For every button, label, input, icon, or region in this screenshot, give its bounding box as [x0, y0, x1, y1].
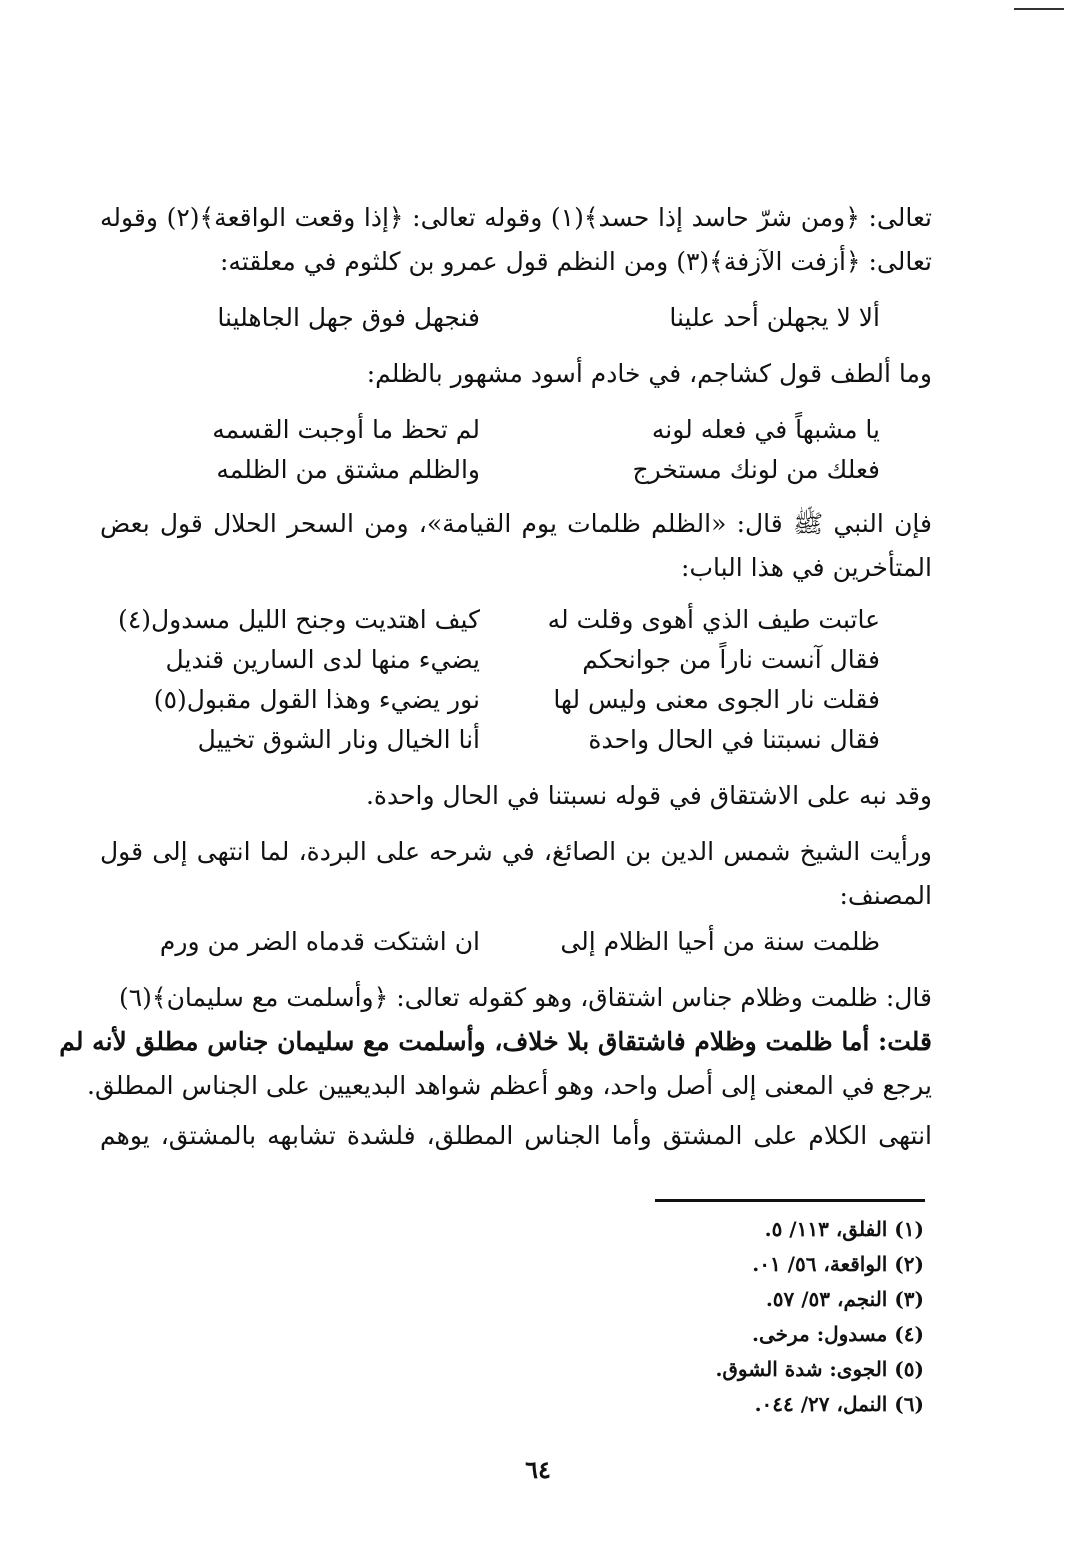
verse-row — [140, 298, 880, 338]
page-number: ٦٤ — [525, 1455, 551, 1484]
text-line: قلت: أما ظلمت وظلام فاشتقاق بلا خلاف، وأسلمت مع سليمان جناس مطلق لأنه لم — [59, 1027, 932, 1056]
text-line: يرجع في المعنى إلى أصل واحد، وهو أعظم شواهد البديعيين على الجناس المطلق. — [87, 1071, 932, 1100]
verse-row — [140, 640, 880, 680]
verse-row — [118, 600, 880, 640]
footnote: (٥) الجوى: شدة الشوق. — [715, 1357, 924, 1381]
prose-paragraph-1 — [100, 196, 932, 284]
verse-first-hemistich: عاتبت طيف الذي أهوى وقلت له — [547, 605, 880, 634]
verse-group-3 — [118, 600, 880, 760]
verse-row — [140, 410, 880, 450]
text-line: انتهى الكلام على المشتق وأما الجناس المطلق، فلشدة تشابهه بالمشتق، يوهم — [100, 1121, 932, 1150]
verse-second-hemistich: يضيء منها لدى السارين قنديل — [165, 645, 480, 674]
verse-group-1 — [140, 298, 880, 338]
prose-paragraph-7 — [100, 1114, 932, 1158]
prose-paragraph-2 — [100, 352, 932, 396]
text-line: قال: ظلمت وظلام جناس اشتقاق، وهو كقوله تعالى: ﴿وأسلمت مع سليمان﴾(٦) — [118, 983, 932, 1012]
corner-rule — [1014, 8, 1064, 10]
text-line: وقد نبه على الاشتقاق في قوله نسبتنا في الحال واحدة. — [365, 781, 932, 810]
verse-second-hemistich: والظلم مشتق من الظلمه — [216, 455, 480, 484]
prose-paragraph-6 — [59, 976, 932, 1108]
verse-second-hemistich: كيف اهتديت وجنح الليل مسدول(٤) — [118, 605, 480, 634]
verse-second-hemistich: فنجهل فوق جهل الجاهلينا — [217, 303, 480, 332]
text-line: تعالى: ﴿ومن شرّ حاسد إذا حسد﴾(١) وقوله تعالى: ﴿إذا وقعت الواقعة﴾(٢) وقوله — [100, 203, 933, 232]
text-line: ورأيت الشيخ شمس الدين بن الصائغ، في شرحه على البردة، لما انتهى إلى قول — [100, 837, 932, 866]
text-line: المتأخرين في هذا الباب: — [681, 553, 932, 582]
footnote: (٢) الواقعة، ٥٦/ ٠١. — [752, 1252, 924, 1276]
verse-first-hemistich: فعلك من لونك مستخرج — [632, 455, 880, 484]
verse-row — [140, 922, 880, 962]
footnote: (٦) النمل، ٢٧/ ٠٤٤. — [754, 1392, 924, 1416]
text-line: المصنف: — [839, 881, 932, 910]
verse-first-hemistich: فقال آنست ناراً من جوانحكم — [582, 645, 880, 674]
verse-group-2 — [140, 410, 880, 490]
footnote: (٣) النجم، ٥٣/ ٥٧. — [765, 1287, 924, 1311]
verse-row — [140, 720, 880, 760]
verse-group-4 — [140, 922, 880, 962]
prose-paragraph-5 — [100, 830, 932, 918]
verse-row — [140, 450, 880, 490]
verse-second-hemistich: ان اشتكت قدماه الضر من ورم — [159, 927, 480, 956]
verse-second-hemistich: أنا الخيال ونار الشوق تخييل — [197, 725, 480, 754]
verse-second-hemistich: نور يضيء وهذا القول مقبول(٥) — [153, 685, 480, 714]
footnote: (١) الفلق، ١١٣/ ٥. — [764, 1217, 924, 1241]
verse-first-hemistich: يا مشبهاً في فعله لونه — [651, 415, 880, 444]
verse-second-hemistich: لم تحظ ما أوجبت القسمه — [212, 415, 480, 444]
verse-first-hemistich: ألا لا يجهلن أحد علينا — [669, 303, 880, 332]
verse-row — [140, 680, 880, 720]
prose-paragraph-3 — [100, 502, 932, 590]
text-line: تعالى: ﴿أزفت الآزفة﴾(٣) ومن النظم قول عمرو بن كلثوم في معلقته: — [219, 247, 932, 276]
verse-first-hemistich: فقلت نار الجوى معنى وليس لها — [553, 685, 880, 714]
verse-first-hemistich: ظلمت سنة من أحيا الظلام إلى — [560, 927, 880, 956]
footnote: (٤) مسدول: مرخى. — [752, 1322, 924, 1346]
footnotes — [524, 1212, 924, 1422]
verse-first-hemistich: فقال نسبتنا في الحال واحدة — [588, 725, 880, 754]
text-line: فإن النبي ﷺ قال: «الظلم ظلمات يوم القيامة»، ومن السحر الحلال قول بعض — [100, 509, 932, 538]
footnote-separator — [655, 1199, 925, 1202]
prose-paragraph-4 — [100, 774, 932, 818]
text-line: وما ألطف قول كشاجم، في خادم أسود مشهور بالظلم: — [366, 359, 932, 388]
